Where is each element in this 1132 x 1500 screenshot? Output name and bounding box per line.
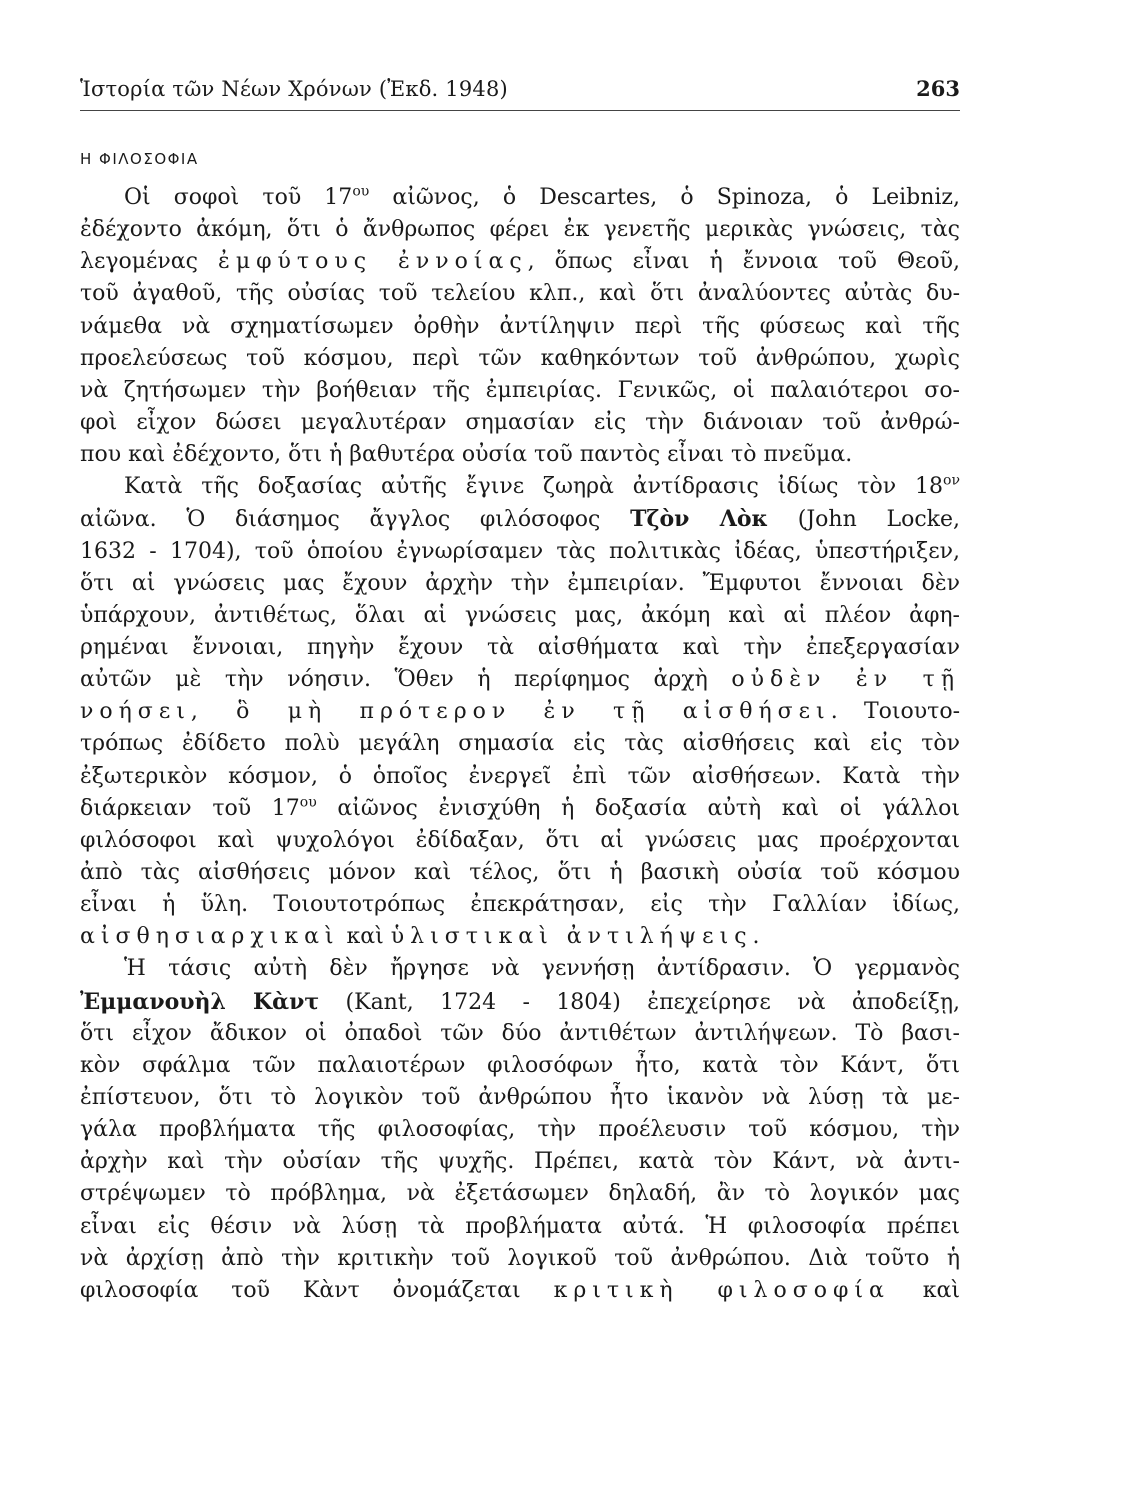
text-segment: , ὅπως εἶναι ἡ ἔννοια τοῦ Θεοῦ, [527, 249, 960, 275]
text-line-12: 1632 - 1704), τοῦ ὁποίου ἐγνωρίσαμεν τὰς πολιτικὰς ἰδέας, ὑπεστήριξεν, [80, 538, 960, 564]
text-segment: . [752, 924, 760, 950]
text-segment: καὶ [339, 924, 391, 950]
text-line-18: τρόπως ἐδίδετο πολὺ μεγάλη σημασία εἰς τὰς αἰσθήσεις καὶ εἰς τὸν [80, 731, 960, 757]
text-line-29: ἐπίστευον, ὅτι τὸ λογικὸν τοῦ ἀνθρώπου ἦτο ἱκανὸν νὰ λύσῃ τὰ με- [80, 1084, 960, 1110]
text-line-15: ρημέναι ἔννοιαι, πηγὴν ἔχουν τὰ αἰσθήματα καὶ τὴν ἐπεξεργασίαν [80, 634, 960, 660]
text-line-17 [80, 696, 960, 728]
text-line-22: ἀπὸ τὰς αἰσθήσεις μόνον καὶ τέλος, ὅτι ἡ βασικὴ οὐσία τοῦ κόσμου [80, 859, 960, 885]
text-line-13: ὅτι αἱ γνώσεις μας ἔχουν ἀρχὴν τὴν ἐμπειρίαν. Ἔμφυτοι ἔννοιαι δὲν [80, 570, 960, 596]
text-line-30: γάλα προβλήματα τῆς φιλοσοφίας, τὴν προέλευσιν τοῦ κόσμου, τὴν [80, 1117, 960, 1143]
bold-name: Ἐμμανουὴλ Κὰντ [80, 988, 320, 1015]
text-line-20 [80, 793, 960, 825]
text-line-8: φοὶ εἶχον δώσει μεγαλυτέραν σημασίαν εἰς τὴν διάνοιαν τοῦ ἀνθρώ- [80, 409, 960, 435]
text-segment: φιλοσοφία τοῦ Κὰντ ὀνομάζεται [80, 1277, 554, 1303]
text-segment: αἰῶνος ἐνισχύθη ἡ δοξασία αὐτὴ καὶ οἱ γάλλοι [316, 795, 960, 821]
text-line-16 [80, 664, 960, 696]
text-segment: Οἱ σοφοὶ τοῦ 17 [124, 185, 353, 210]
text-line-6: προελεύσεως τοῦ κόσμου, περὶ τῶν καθηκόντων τοῦ ἀνθρώπου, χωρὶς [80, 345, 960, 371]
ordinal-suffix: ον [943, 472, 960, 489]
text-line-5: νάμεθα νὰ σχηματίσωμεν ὀρθὴν ἀντίληψιν περὶ τῆς φύσεως καὶ τῆς [80, 313, 960, 339]
text-line-4: τοῦ ἀγαθοῦ, τῆς οὐσίας τοῦ τελείου κλπ., καὶ ὅτι ἀναλύοντες αὐτὰς δυ- [80, 281, 960, 307]
text-segment: αἰῶνος, ὁ Descartes, ὁ Spinoza, ὁ Leibniz, [369, 185, 960, 210]
text-line-34: νὰ ἀρχίσῃ ἀπὸ τὴν κριτικὴν τοῦ λογικοῦ τοῦ ἀνθρώπου. Διὰ τοῦτο ἡ [80, 1245, 960, 1271]
spaced-term: ὑλιστικαὶ ἀντιλήψεις [390, 924, 753, 950]
text-line-31: ἀρχὴν καὶ τὴν οὐσίαν τῆς ψυχῆς. Πρέπει, κατὰ τὸν Κάντ, νὰ ἀντι- [80, 1149, 960, 1175]
spaced-term: νοήσει, ὃ μὴ πρότερον ἐν τῇ αἰσθήσει [80, 699, 831, 725]
section-title: Η ΦΙΛΟΣΟΦΙΑ [80, 150, 199, 168]
text-segment: διάρκειαν τοῦ 17 [80, 795, 300, 821]
spaced-term: ἐμφύτους ἐννοίας [218, 249, 528, 275]
ordinal-suffix: ου [299, 794, 317, 811]
text-line-9: που καὶ ἐδέχοντο, ὅτι ἡ βαθυτέρα οὐσία τοῦ παντὸς εἶναι τὸ πνεῦμα. [80, 442, 853, 468]
running-title: Ἱστορία τῶν Νέων Χρόνων (Ἐκδ. 1948) [80, 77, 508, 101]
text-line-35 [80, 1275, 960, 1307]
text-segment: καὶ [889, 1277, 960, 1303]
text-line-14: ὑπάρχουν, ἀντιθέτως, ὅλαι αἱ γνώσεις μας, ἀκόμη καὶ αἱ πλέον ἀφη- [80, 602, 960, 628]
ordinal-suffix: ου [352, 183, 370, 200]
text-segment: (Kant, 1724 - 1804) ἐπεχείρησε νὰ ἀποδείξῃ, [319, 989, 960, 1015]
text-line-24 [80, 921, 960, 953]
spaced-term: αἰσθησιαρχικαὶ [80, 924, 340, 950]
text-line-23: εἶναι ἡ ὕλη. Τοιουτοτρόπως ἐπεκράτησαν, εἰς τὴν Γαλλίαν ἰδίως, [80, 892, 960, 918]
bold-name: Τζὸν Λὸκ [630, 506, 769, 533]
text-segment: . Τοιουτο- [830, 699, 960, 725]
text-line-26 [80, 986, 960, 1018]
running-header [80, 76, 960, 111]
text-line-28: κὸν σφάλμα τῶν παλαιοτέρων φιλοσόφων ἦτο, κατὰ τὸν Κάντ, ὅτι [80, 1052, 960, 1078]
text-segment: αἰῶνα. Ὁ διάσημος ἄγγλος φιλόσοφος [80, 507, 631, 533]
text-line-19: ἐξωτερικὸν κόσμον, ὁ ὁποῖος ἐνεργεῖ ἐπὶ τῶν αἰσθήσεων. Κατὰ τὴν [80, 763, 960, 789]
text-line-33: εἶναι εἰς θέσιν νὰ λύσῃ τὰ προβλήματα αὐτά. Ἡ φιλοσοφία πρέπει [80, 1213, 960, 1239]
text-line-32: στρέψωμεν τὸ πρόβλημα, νὰ ἐξετάσωμεν δηλαδή, ἂν τὸ λογικόν μας [80, 1181, 960, 1207]
page-number: 263 [916, 76, 960, 101]
text-line-27: ὅτι εἶχον ἄδικον οἱ ὀπαδοὶ τῶν δύο ἀντιθέτων ἀντιλήψεων. Τὸ βασι- [80, 1020, 960, 1046]
text-line-21: φιλόσοφοι καὶ ψυχολόγοι ἐδίδαξαν, ὅτι αἱ γνώσεις μας προέρχονται [80, 827, 960, 853]
spaced-term: οὐδὲν ἐν τῇ [731, 667, 960, 693]
text-line-2: ἐδέχοντο ἀκόμη, ὅτι ὁ ἄνθρωπος φέρει ἐκ γενετῆς μερικὰς γνώσεις, τὰς [80, 217, 960, 243]
text-segment: (John Locke, [768, 507, 960, 533]
text-segment: αὐτῶν μὲ τὴν νόησιν. Ὅθεν ἡ περίφημος ἀρχὴ [80, 667, 732, 693]
text-line-10 [80, 471, 960, 503]
text-segment: Κατὰ τῆς δοξασίας αὐτῆς ἔγινε ζωηρὰ ἀντίδρασις ἰδίως τὸν 18 [124, 474, 944, 500]
text-line-3 [80, 246, 960, 278]
text-segment: λεγομένας [80, 249, 219, 275]
text-line-11 [80, 503, 960, 535]
spaced-term: κριτικὴ φιλοσοφία [553, 1277, 890, 1303]
text-line-1 [80, 182, 960, 214]
body-text [80, 182, 960, 1307]
text-line-25: Ἡ τάσις αὐτὴ δὲν ἤργησε νὰ γεννήσῃ ἀντίδρασιν. Ὁ γερμανὸς [124, 956, 960, 982]
text-line-7: νὰ ζητήσωμεν τὴν βοήθειαν τῆς ἐμπειρίας. Γενικῶς, οἱ παλαιότεροι σο- [80, 377, 960, 403]
